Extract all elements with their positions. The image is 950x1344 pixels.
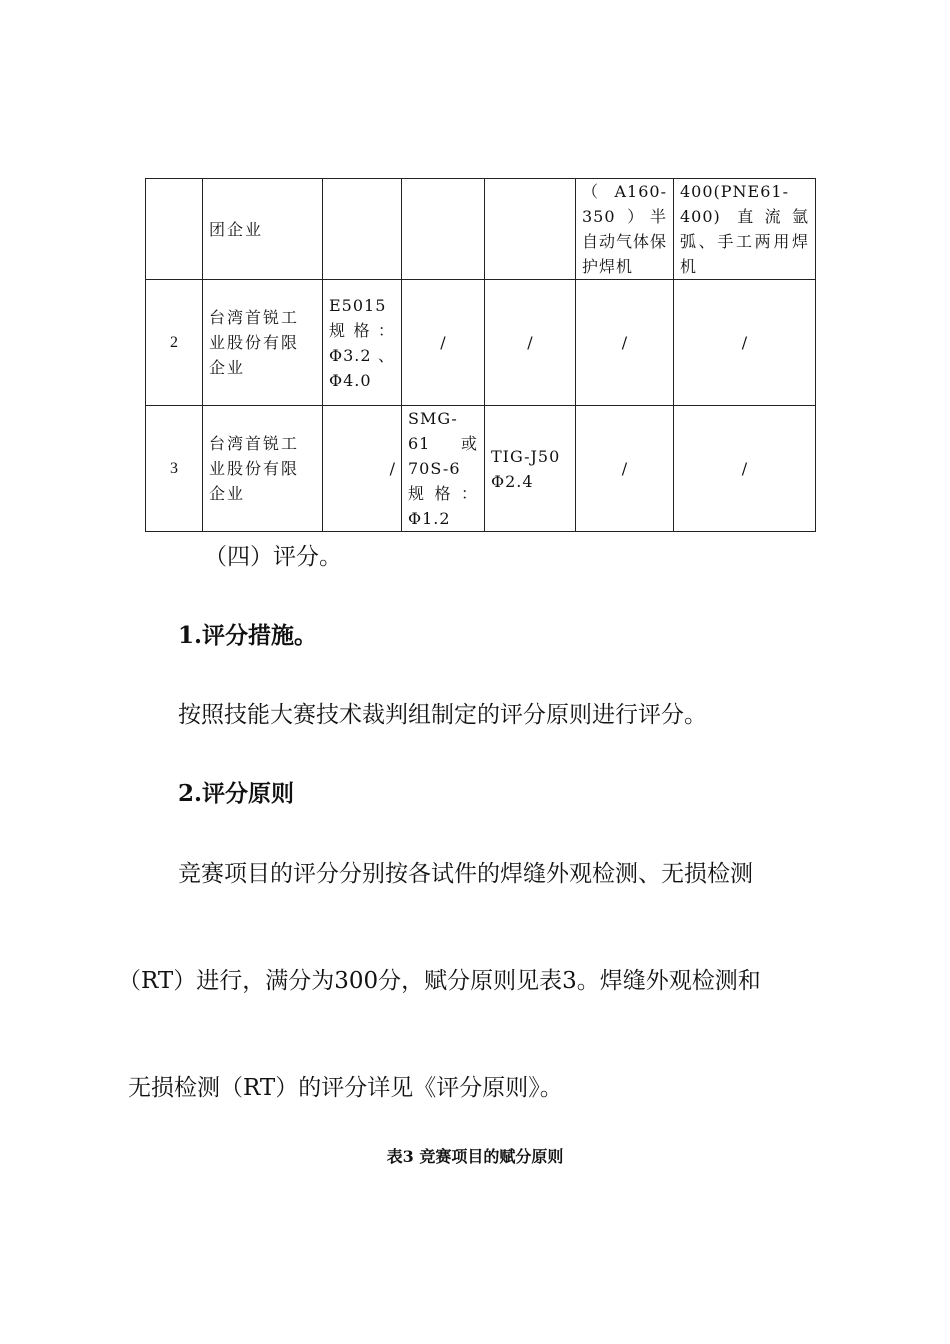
tig-wire-cell: / [485,280,576,406]
subsection-2-body-line-1: 竞赛项目的评分分别按各试件的焊缝外观检测、无损检测 [178,861,753,887]
row-number: 3 [146,406,203,532]
row-number: 2 [146,280,203,406]
electrode-cell [323,179,402,280]
subsection-1-title: 1.评分措施。 [178,622,318,649]
electrode-cell: E5015规格：Φ3.2、Φ4.0 [323,280,402,406]
tig-wire-cell [485,179,576,280]
wire-cell: SMG-61或 70S-6 规格：Φ1.2 [402,406,485,532]
equipment-table [145,178,816,532]
dual-welder-cell: / [674,280,816,406]
electrode-cell: / [323,406,402,532]
dual-welder-cell: / [674,406,816,532]
semi-auto-welder-cell: （ A160-350 ）半自动气体保护焊机 [576,179,674,280]
semi-auto-welder-cell: / [576,406,674,532]
semi-auto-welder-cell: / [576,280,674,406]
subsection-2-title: 2.评分原则 [178,780,295,807]
subsection-2-body-line-2: （RT）进行，满分为300分，赋分原则见表3。焊缝外观检测和 [118,968,761,994]
table-row [146,280,816,406]
table-row [146,406,816,532]
row-number [146,179,203,280]
company-cell: 台湾首锐工业股份有限企业 [203,406,323,532]
company-cell: 团企业 [203,179,323,280]
section-4-title: （四）评分。 [204,544,342,570]
wire-cell: / [402,280,485,406]
subsection-2-body-line-3: 无损检测（RT）的评分详见《评分原则》。 [128,1075,563,1101]
dual-welder-cell: 400(PNE61-400) 直流氩弧、手工两用焊机 [674,179,816,280]
subsection-1-body: 按照技能大赛技术裁判组制定的评分原则进行评分。 [178,702,707,728]
tig-wire-cell: TIG-J50 Φ2.4 [485,406,576,532]
table-row [146,179,816,280]
wire-cell [402,179,485,280]
table-3-caption: 表3 竞赛项目的赋分原则 [386,1147,564,1166]
company-cell: 台湾首锐工业股份有限企业 [203,280,323,406]
